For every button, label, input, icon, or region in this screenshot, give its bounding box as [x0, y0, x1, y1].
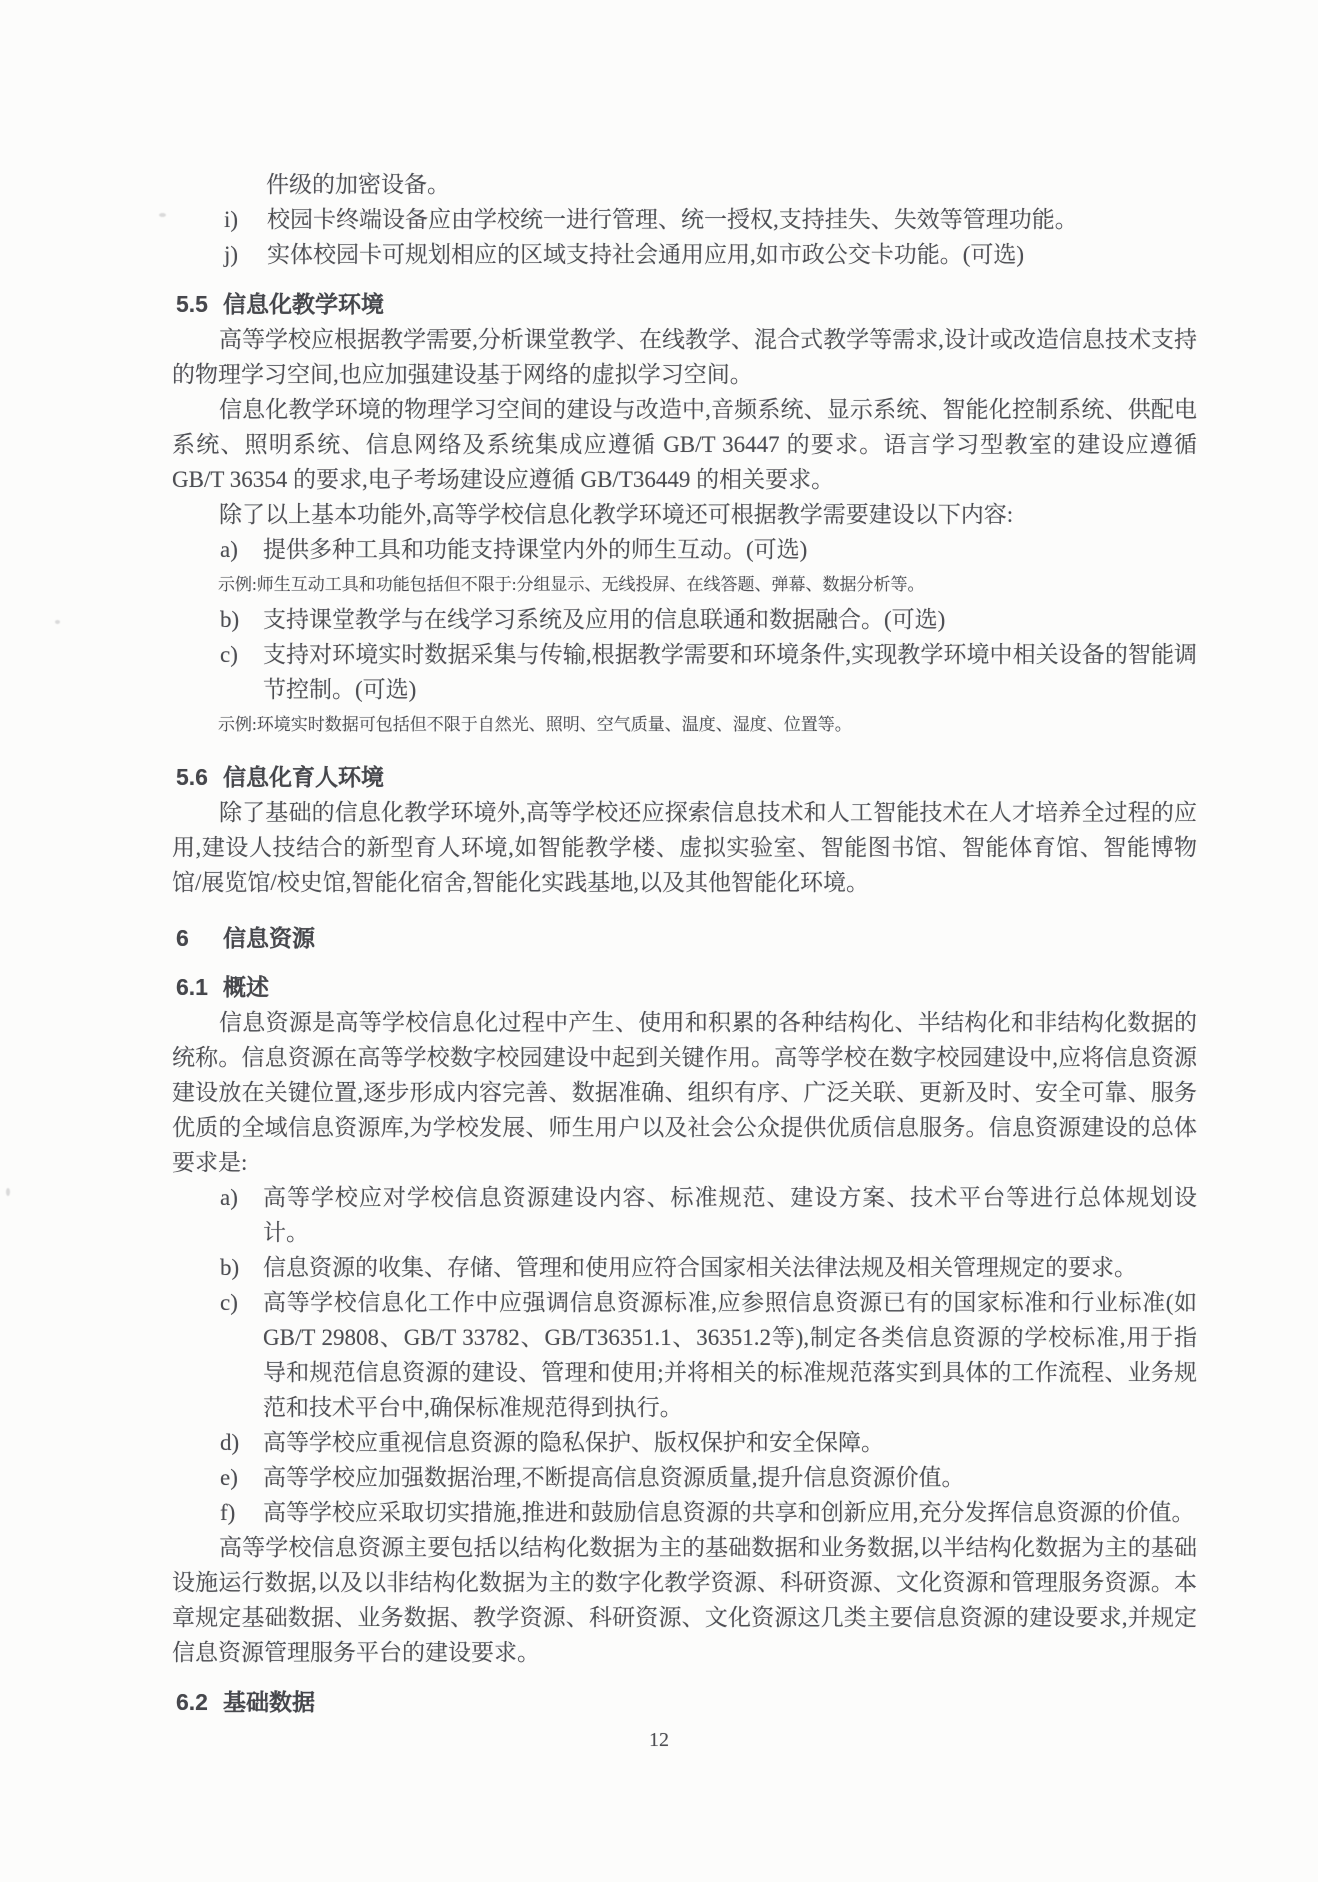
list-item-text: 高等学校应对学校信息资源建设内容、标准规范、建设方案、技术平台等进行总体规划设计。 — [263, 1185, 1197, 1245]
clause-continuation-line: 件级的加密设备。 — [266, 172, 450, 197]
chapter-heading-6 — [176, 921, 1197, 956]
list-item-text: 高等学校应采取切实措施,推进和鼓励信息资源的共享和创新应用,充分发挥信息资源的价值。 — [263, 1500, 1195, 1525]
body-paragraph: 除了基础的信息化教学环境外,高等学校还应探索信息技术和人工智能技术在人才培养全过程的应用,建设人技结合的新型育人环境,如智能教学楼、虚拟实验室、智能图书馆、智能体育馆、智能博物馆/展览馆/校史馆,智能化宿舍,智能化实践基地,以及其他智能化环境。 — [172, 800, 1197, 895]
list-item-b — [220, 1250, 1197, 1285]
section-number: 6.1 — [176, 974, 208, 1000]
list-marker: d) — [220, 1430, 240, 1455]
section-number: 6.2 — [176, 1689, 208, 1715]
list-item-text: 校园卡终端设备应由学校统一进行管理、统一授权,支持挂失、失效等管理功能。 — [267, 207, 1078, 232]
list-item-d — [220, 1425, 1197, 1460]
chapter-title: 信息资源 — [223, 925, 315, 951]
section-heading-6-2 — [176, 1685, 1197, 1720]
list-item-text: 高等学校应加强数据治理,不断提高信息资源质量,提升信息资源价值。 — [263, 1465, 965, 1490]
example-note: 示例:师生互动工具和功能包括但不限于:分组显示、无线投屏、在线答题、弹幕、数据分析等。 — [218, 575, 925, 594]
body-paragraph: 高等学校信息资源主要包括以结构化数据为主的基础数据和业务数据,以半结构化数据为主的基础设施运行数据,以及以非结构化数据为主的数字化教学资源、科研资源、文化资源和管理服务资源。本章规定基础数据、业务数据、教学资源、科研资源、文化资源这几类主要信息资源的建设要求,并规定信息资源管理服务平台的建设要求。 — [172, 1535, 1197, 1665]
section-title: 概述 — [223, 974, 269, 1000]
section-number: 5.5 — [176, 291, 208, 317]
section-title: 信息化育人环境 — [223, 764, 384, 790]
list-marker: b) — [220, 607, 240, 632]
list-item-f — [220, 1495, 1197, 1530]
list-item-text: 高等学校信息化工作中应强调信息资源标准,应参照信息资源已有的国家标准和行业标准(如GB/T 29808、GB/T 33782、GB/T36351.1、36351.2等),制定各类信息资源的学校标准,用于指导和规范信息资源的建设、管理和使用;并将相关的标准规范落实到具体的工作流程、业务规范和技术平台中,确保标准规范得到执行。 — [263, 1290, 1197, 1420]
list-item-b — [220, 602, 1197, 637]
chapter-number: 6 — [176, 925, 189, 951]
list-marker: a) — [220, 537, 238, 562]
list-marker: a) — [220, 1185, 238, 1210]
scan-speck — [55, 620, 60, 624]
list-item-text: 实体校园卡可规划相应的区域支持社会通用应用,如市政公交卡功能。(可选) — [267, 242, 1025, 267]
list-marker: e) — [220, 1465, 238, 1490]
list-marker: c) — [220, 1290, 238, 1315]
list-item-text: 提供多种工具和功能支持课堂内外的师生互动。(可选) — [263, 537, 808, 562]
section-heading-6-1 — [176, 970, 1197, 1005]
body-paragraph: 高等学校应根据教学需要,分析课堂教学、在线教学、混合式教学等需求,设计或改造信息技术支持的物理学习空间,也应加强建设基于网络的虚拟学习空间。 — [172, 327, 1197, 387]
list-item-j — [224, 237, 1197, 272]
list-item-c — [220, 1285, 1197, 1425]
list-item-a — [220, 532, 1197, 567]
scan-speck — [6, 1188, 10, 1196]
list-marker: c) — [220, 642, 238, 667]
section-title: 信息化教学环境 — [223, 291, 384, 317]
page-number: 12 — [649, 1729, 669, 1751]
body-paragraph: 信息化教学环境的物理学习空间的建设与改造中,音频系统、显示系统、智能化控制系统、供配电系统、照明系统、信息网络及系统集成应遵循 GB/T 36447 的要求。语言学习型教室的建设应遵循 GB/T 36354 的要求,电子考场建设应遵循 GB/T36449 的相关要求。 — [172, 397, 1197, 492]
scan-speck — [159, 213, 166, 217]
section-number: 5.6 — [176, 764, 208, 790]
list-item-e — [220, 1460, 1197, 1495]
list-item-i — [224, 202, 1197, 237]
body-paragraph: 除了以上基本功能外,高等学校信息化教学环境还可根据教学需要建设以下内容: — [219, 502, 1014, 527]
list-marker: j) — [224, 242, 239, 267]
list-marker: b) — [220, 1255, 240, 1280]
list-item-text: 信息资源的收集、存储、管理和使用应符合国家相关法律法规及相关管理规定的要求。 — [263, 1255, 1137, 1280]
section-heading-5-5 — [176, 287, 1197, 322]
section-title: 基础数据 — [223, 1689, 315, 1715]
list-item-text: 高等学校应重视信息资源的隐私保护、版权保护和安全保障。 — [263, 1430, 884, 1455]
list-marker: f) — [220, 1500, 236, 1525]
list-item-c — [220, 637, 1197, 707]
list-marker: i) — [224, 207, 239, 232]
list-item-text: 支持课堂教学与在线学习系统及应用的信息联通和数据融合。(可选) — [263, 607, 946, 632]
example-note: 示例:环境实时数据可包括但不限于自然光、照明、空气质量、温度、湿度、位置等。 — [218, 715, 852, 734]
list-item-text: 支持对环境实时数据采集与传输,根据教学需要和环境条件,实现教学环境中相关设备的智能调节控制。(可选) — [263, 642, 1197, 702]
section-heading-5-6 — [176, 760, 1197, 795]
body-paragraph: 信息资源是高等学校信息化过程中产生、使用和积累的各种结构化、半结构化和非结构化数据的统称。信息资源在高等学校数字校园建设中起到关键作用。高等学校在数字校园建设中,应将信息资源建设放在关键位置,逐步形成内容完善、数据准确、组织有序、广泛关联、更新及时、安全可靠、服务优质的全域信息资源库,为学校发展、师生用户以及社会公众提供优质信息服务。信息资源建设的总体要求是: — [172, 1010, 1197, 1175]
list-item-a — [220, 1180, 1197, 1250]
